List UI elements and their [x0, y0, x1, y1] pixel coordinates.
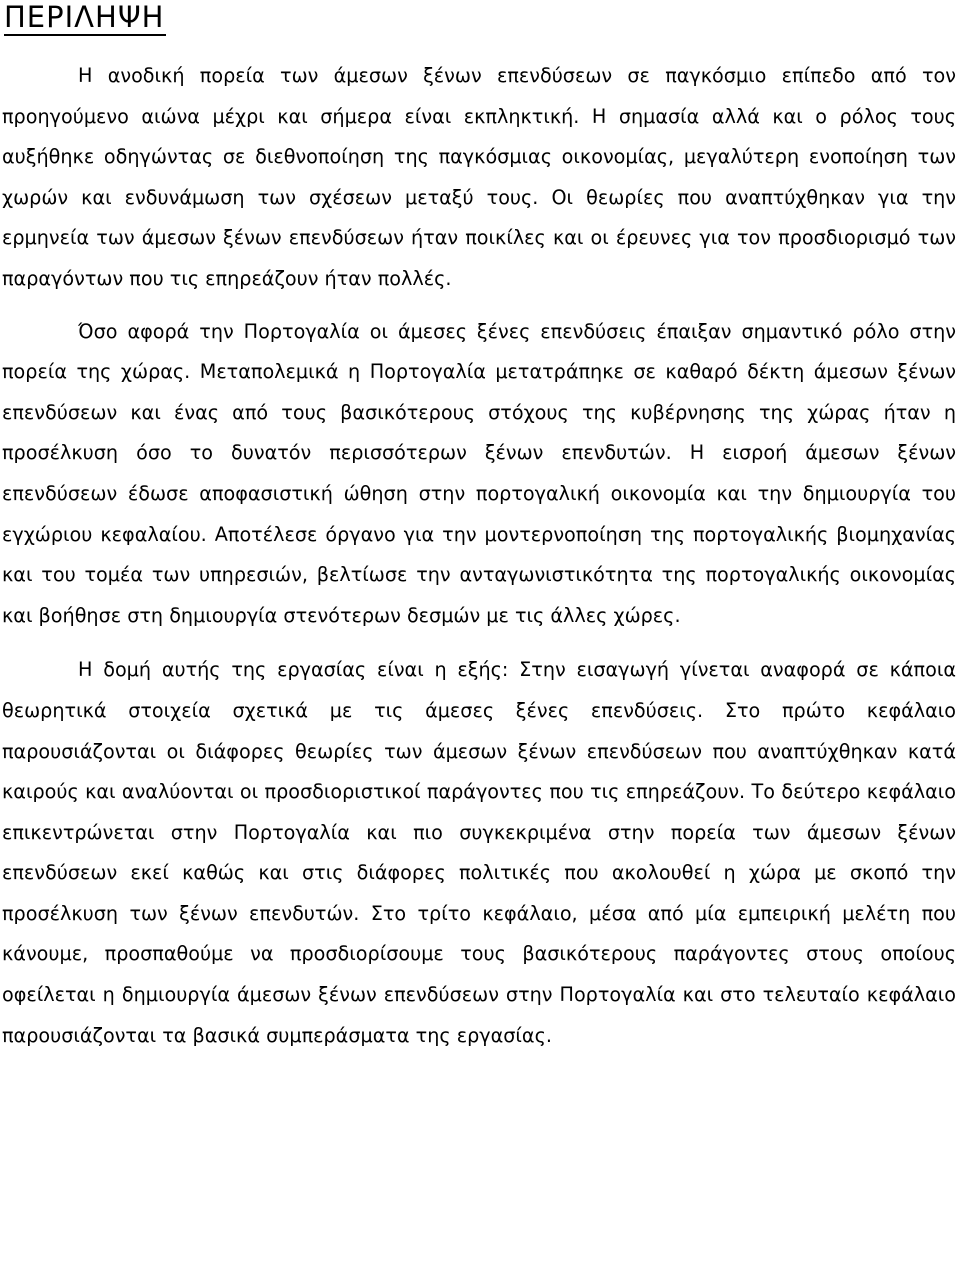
- paragraph-portugal: Όσο αφορά την Πορτογαλία οι άμεσες ξένες επενδύσεις έπαιξαν σημαντικό ρόλο στην πορεία της χώρας. Μεταπολεμικά η Πορτογαλία μετατράπηκε σε καθαρό δέκτη άμεσων ξένων επενδύσεων και ένας από τους βασικότερους στόχους της κυβέρνησης της χώρας ήταν η προσέλκυση όσο το δυνατόν περισσότερων ξένων επενδυτών. Η εισροή άμεσων ξένων επενδύσεων έδωσε αποφασιστική ώθηση στην πορτογαλική οικονομία και την δημιουργία του εγχώριου κεφαλαίου. Αποτέλεσε όργανο για την μοντερνοποίηση της πορτογαλικής βιομηχανίας και του τομέα των υπηρεσιών, βελτίωσε την ανταγωνιστικότητα της πορτογαλικής οικονομίας και βοήθησε στη δημιουργία στενότερων δεσμών με τις άλλες χώρες.: [2, 319, 956, 627]
- page-title: ΠΕΡΙΛΗΨΗ: [4, 0, 165, 34]
- title-underline: [4, 0, 166, 36]
- paragraph-intro: Η ανοδική πορεία των άμεσων ξένων επενδύσεων σε παγκόσμιο επίπεδο από τον προηγούμενο αιώνα μέχρι και σήμερα είναι εκπληκτική. Η σημασία αλλά και ο ρόλος τους αυξήθηκε οδηγώντας σε διεθνοποίηση της παγκόσμιας οικονομίας, μεγαλύτερη ενοποίηση των χωρών και ενδυνάμωση των σχέσεων μεταξύ τους. Οι θεωρίες που αναπτύχθηκαν για την ερμηνεία των άμεσων ξένων επενδύσεων ήταν ποικίλες και οι έρευνες για τον προσδιορισμό των παραγόντων που τις επηρεάζουν ήταν πολλές.: [2, 64, 956, 290]
- paragraph-structure: Η δομή αυτής της εργασίας είναι η εξής: Στην εισαγωγή γίνεται αναφορά σε κάποια θεωρητικά στοιχεία σχετικά με τις άμεσες ξένες επενδύσεις. Στο πρώτο κεφάλαιο παρουσιάζονται οι διάφορες θεωρίες των άμεσων ξένων επενδύσεων που αναπτύχθηκαν κατά καιρούς και αναλύονται οι προσδιοριστικοί παράγοντες που τις επηρεάζουν. Το δεύτερο κεφάλαιο επικεντρώνεται στην Πορτογαλία και πιο συγκεκριμένα στην πορεία των άμεσων ξένων επενδύσεων εκεί καθώς και στις διάφορες πολιτικές που ακολουθεί η χώρα με σκοπό την προσέλκυση των ξένων επενδυτών. Στο τρίτο κεφάλαιο, μέσα από μία εμπειρική μελέτη που κάνουμε, προσπαθούμε να προσδιορίσουμε τους βασικότερους παράγοντες στους οποίους οφείλεται η δημιουργία άμεσων ξένων επενδύσεων στην Πορτογαλία και στο τελευταίο κεφάλαιο παρουσιάζονται τα βασικά συμπεράσματα της εργασίας.: [2, 658, 956, 1047]
